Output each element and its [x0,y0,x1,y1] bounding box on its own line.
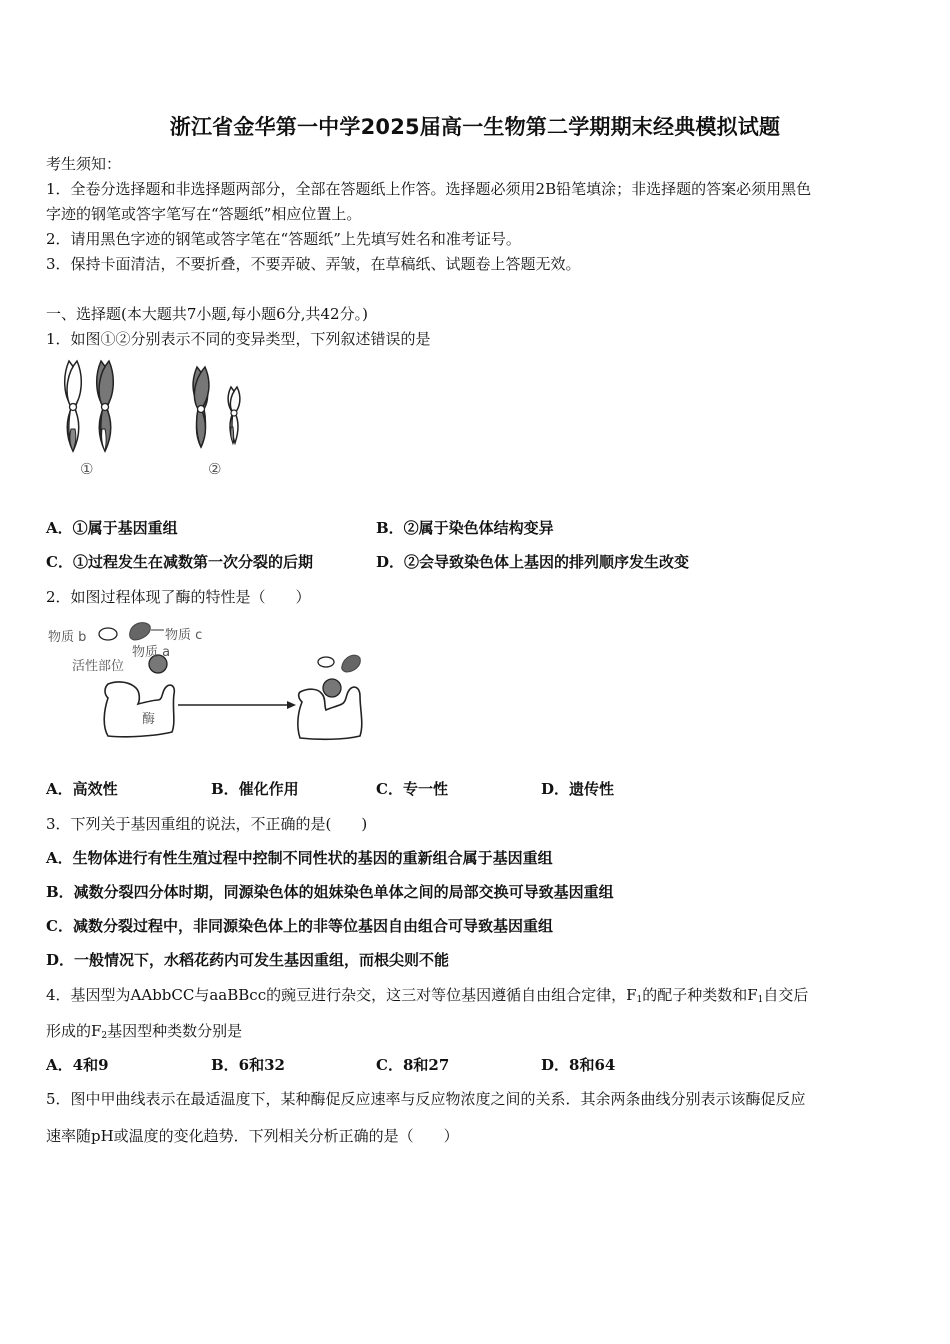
enzyme-figure [46,618,376,748]
notice-item-2: 2．请用黑色字迹的钢笔或答字笔在“答题纸”上先填写姓名和准考证号。 [46,230,521,248]
q1-option-c: C．①过程发生在减数第一次分裂的后期 [46,553,313,571]
q5-stem-line-1: 5．图中甲曲线表示在最适温度下，某种酶促反应速率与反应物浓度之间的关系．其余两条曲线分别表示该酶促反应 [46,1090,806,1108]
notice-item-1-line-2: 字迹的钢笔或答字笔写在“答题纸”相应位置上。 [46,205,362,223]
chromosome-grey-2 [193,367,209,447]
figure-label-1: ① [80,460,94,478]
bound-substance-a-shape [323,679,341,697]
label-substance-a: 物质 a [132,645,171,660]
q2-stem: 2．如图过程体现了酶的特性是（ ） [46,588,311,606]
product-b-shape [318,657,334,667]
chromosome-white-2 [228,387,240,443]
product-c-shape [342,655,361,672]
q1-option-d: D．②会导致染色体上基因的排列顺序发生改变 [376,553,690,571]
q4-option-c: C．8和27 [376,1056,450,1074]
q4-stem-line-1: 4．基因型为AAbbCC与aaBBcc的豌豆进行杂交，这三对等位基因遵循自由组合定律，$F_1$的配子种类数和$F_1$自交后 [46,986,809,1005]
q1-option-a: A．①属于基因重组 [46,519,178,537]
q1-option-b: B．②属于染色体结构变异 [376,519,554,537]
q3-option-d: D．一般情况下，水稻花药内可发生基因重组，而根尖则不能 [46,951,450,969]
q3-stem: 3．下列关于基因重组的说法，不正确的是( ) [46,815,368,833]
label-substance-b: 物质 b [48,630,87,645]
arrow-head [287,701,296,709]
label-enzyme: 酶 [142,712,156,727]
q3-option-a: A．生物体进行有性生殖过程中控制不同性状的基因的重新组合属于基因重组 [46,849,553,867]
substance-b-shape [99,628,117,640]
q5-stem-line-2: 速率随pH或温度的变化趋势．下列相关分析正确的是（ ） [46,1127,459,1145]
q3-option-b: B．减数分裂四分体时期，同源染色体的姐妹染色单体之间的局部交换可导致基因重组 [46,883,614,901]
enzyme-shape-before [104,682,174,737]
section-heading: 一、选择题(本大题共7小题,每小题6分,共42分。) [46,305,368,323]
q4-stem-line-2: 形成的$F_2$基因型种类数分别是 [46,1022,243,1041]
q4-option-b: B．6和32 [211,1056,285,1074]
figure-label-2: ② [208,460,222,478]
q4-option-d: D．8和64 [541,1056,616,1074]
label-substance-c: 物质 c [165,628,203,643]
notice-heading: 考生须知： [46,155,122,173]
q2-option-a: A．高效性 [46,780,118,798]
notice-item-1-line-1: 1．全卷分选择题和非选择题两部分，全部在答题纸上作答。选择题必须用2B铅笔填涂；非选择题的答案必须用黑色 [46,180,812,198]
notice-item-3: 3．保持卡面清洁，不要折叠，不要弄破、弄皱，在草稿纸、试题卷上答题无效。 [46,255,581,273]
q2-option-d: D．遗传性 [541,780,615,798]
label-active-site: 活性部位 [72,659,125,674]
page-title: 浙江省金华第一中学2025届高一生物第二学期期末经典模拟试题 [169,115,781,139]
substance-c-shape [130,623,151,640]
q1-stem: 1．如图①②分别表示不同的变异类型，下列叙述错误的是 [46,330,431,348]
q3-option-c: C．减数分裂过程中，非同源染色体上的非等位基因自由组合可导致基因重组 [46,917,553,935]
q4-option-a: A．4和9 [46,1056,109,1074]
q2-option-c: C．专一性 [376,780,448,798]
q2-option-b: B．催化作用 [211,780,299,798]
